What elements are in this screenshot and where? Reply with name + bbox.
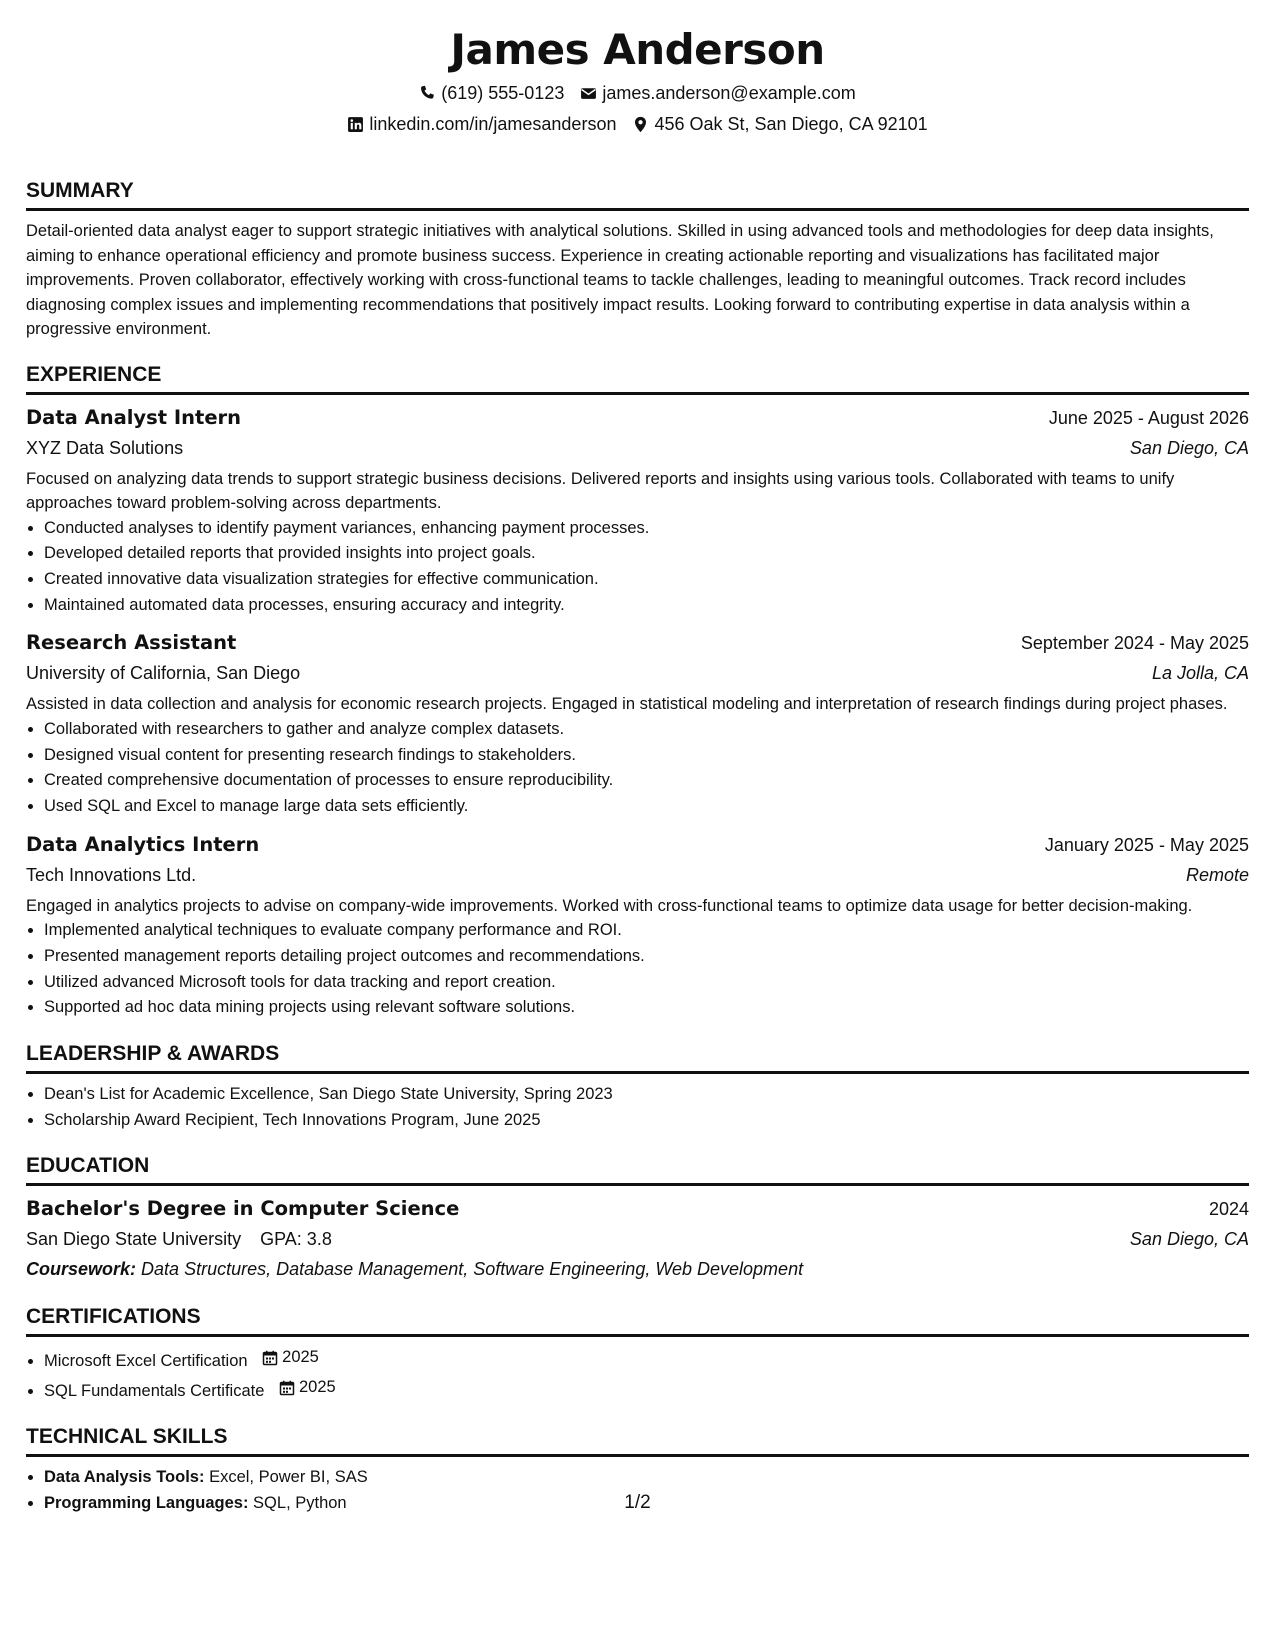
job-title: Data Analyst Intern [26, 405, 242, 429]
contact-line-2 [26, 112, 1249, 136]
resume-page [26, 0, 1249, 1517]
school-info [26, 1224, 332, 1254]
job-title: Research Assistant [26, 631, 237, 655]
email-link[interactable]: james.anderson@example.com [602, 83, 856, 103]
job-bullet: • Utilized advanced Microsoft tools for data tracking and report creation. [44, 970, 1249, 996]
contact-email[interactable] [580, 81, 855, 105]
job-subheader [26, 658, 1249, 688]
calendar-icon [279, 1380, 295, 1396]
award-item: • Scholarship Award Recipient, Tech Innovations Program, June 2025 [44, 1108, 1249, 1134]
skill-value: SQL, Python [253, 1494, 347, 1513]
job-bullet: • Created comprehensive documentation of processes to ensure reproducibility. [44, 768, 1249, 794]
job-header [26, 403, 1249, 433]
job-location: La Jolla, CA [1151, 663, 1249, 684]
job-location: San Diego, CA [1129, 437, 1249, 458]
leadership-list [26, 1082, 1249, 1133]
job-bullets [26, 918, 1249, 1021]
job-bullet: • Supported ad hoc data mining projects using relevant software solutions. [44, 995, 1249, 1021]
skills-heading: TECHNICAL SKILLS [26, 1424, 1249, 1457]
certifications-heading: CERTIFICATIONS [26, 1304, 1249, 1337]
coursework-list: Data Structures, Database Management, Software Engineering, Web Development [141, 1259, 804, 1280]
education-heading: EDUCATION [26, 1153, 1249, 1186]
job-bullet: • Created innovative data visualization strategies for effective communication. [44, 567, 1249, 593]
leadership-heading: LEADERSHIP & AWARDS [26, 1041, 1249, 1074]
skill-item [44, 1465, 1249, 1491]
job-entry [26, 830, 1249, 1021]
certifications-list [26, 1345, 1249, 1404]
school-name: San Diego State University [26, 1229, 242, 1250]
job-subheader [26, 860, 1249, 890]
experience-heading: EXPERIENCE [26, 362, 1249, 395]
calendar-icon [262, 1350, 278, 1366]
job-title: Data Analytics Intern [26, 832, 260, 856]
graduation-year: 2024 [1208, 1199, 1249, 1220]
certification-year: 2025 [282, 1348, 319, 1367]
contact-address [632, 112, 927, 136]
school-location: San Diego, CA [1129, 1229, 1249, 1250]
linkedin-icon [347, 116, 364, 133]
certification-item [44, 1345, 1249, 1375]
certification-name: SQL Fundamentals Certificate [44, 1381, 265, 1400]
job-subheader [26, 433, 1249, 463]
job-description: Assisted in data collection and analysis for economic research projects. Engaged in statistical modeling and interpretation of research findings during project phases. [26, 695, 1228, 714]
job-description: Engaged in analytics projects to advise on company-wide improvements. Worked with cross-functional teams to optimize data usage for better decision-making. [26, 896, 1193, 915]
certification-date [279, 1375, 336, 1401]
candidate-name: James Anderson [450, 25, 825, 74]
job-bullets [26, 516, 1249, 619]
gpa-value: GPA: 3.8 [260, 1229, 332, 1250]
job-bullet: • Conducted analyses to identify payment variances, enhancing payment processes. [44, 516, 1249, 542]
job-bullet: • Designed visual content for presenting research findings to stakeholders. [44, 743, 1249, 769]
page-number: 1/2 [624, 1492, 651, 1513]
education-subheader [26, 1224, 1249, 1254]
address-text: 456 Oak St, San Diego, CA 92101 [654, 114, 928, 134]
job-dates: June 2025 - August 2026 [1048, 407, 1249, 428]
job-bullets [26, 717, 1249, 820]
degree-title: Bachelor's Degree in Computer Science [26, 1197, 460, 1221]
job-bullet: • Presented management reports detailing project outcomes and recommendations. [44, 944, 1249, 970]
job-bullet: • Maintained automated data processes, ensuring accuracy and integrity. [44, 593, 1249, 619]
job-company: Tech Innovations Ltd. [26, 864, 197, 885]
job-entry [26, 628, 1249, 819]
award-item: • Dean's List for Academic Excellence, San Diego State University, Spring 2023 [44, 1082, 1249, 1108]
skill-value: Excel, Power BI, SAS [209, 1468, 368, 1487]
job-bullet: • Collaborated with researchers to gather and analyze complex datasets. [44, 717, 1249, 743]
job-bullet: • Developed detailed reports that provided insights into project goals. [44, 541, 1249, 567]
summary-heading: SUMMARY [26, 178, 1249, 211]
envelope-icon [580, 85, 597, 102]
job-company: XYZ Data Solutions [26, 437, 184, 458]
contact-line-1 [26, 81, 1249, 105]
certification-year: 2025 [299, 1377, 336, 1396]
contact-linkedin[interactable] [347, 112, 616, 136]
job-dates: September 2024 - May 2025 [1020, 633, 1249, 654]
certification-item [44, 1375, 1249, 1405]
certification-date [262, 1345, 319, 1371]
linkedin-link[interactable]: linkedin.com/in/jamesanderson [369, 114, 617, 134]
certification-name: Microsoft Excel Certification [44, 1352, 248, 1371]
job-bullet: • Implemented analytical techniques to evaluate company performance and ROI. [44, 918, 1249, 944]
job-header [26, 628, 1249, 658]
job-dates: January 2025 - May 2025 [1044, 834, 1249, 855]
job-header [26, 830, 1249, 860]
skill-label: Data Analysis Tools: [44, 1468, 205, 1487]
phone-text: (619) 555-0123 [441, 83, 565, 103]
job-location: Remote [1185, 864, 1249, 885]
job-bullet: • Used SQL and Excel to manage large data sets efficiently. [44, 794, 1249, 820]
contact-phone [419, 81, 564, 105]
coursework-line [26, 1254, 1249, 1284]
job-description: Focused on analyzing data trends to support strategic business decisions. Delivered reports and insights using various tools. Collaborated with teams to unify approaches toward problem-solving across departments. [26, 469, 1175, 512]
education-header [26, 1194, 1249, 1224]
skill-label: Programming Languages: [44, 1494, 249, 1513]
phone-icon [419, 85, 436, 102]
job-company: University of California, San Diego [26, 663, 301, 684]
map-pin-icon [632, 116, 649, 133]
summary-text: Detail-oriented data analyst eager to support strategic initiatives with analytical solutions. Skilled in using advanced tools and methodologies for deep data insights, aiming to enhance operational efficiency and promote business success. Experience in creating actionable reporting and visualizations has facilitated major improvements. Proven collaborator, effectively working with cross-functional teams to tackle challenges, leading to meaningful outcomes. Track record includes diagnosing complex issues and implementing recommendations that positively impact results. Looking forward to contributing expertise in data analysis within a progressive environment. [26, 222, 1214, 338]
job-entry [26, 403, 1249, 619]
coursework-label: Coursework: [26, 1259, 137, 1280]
